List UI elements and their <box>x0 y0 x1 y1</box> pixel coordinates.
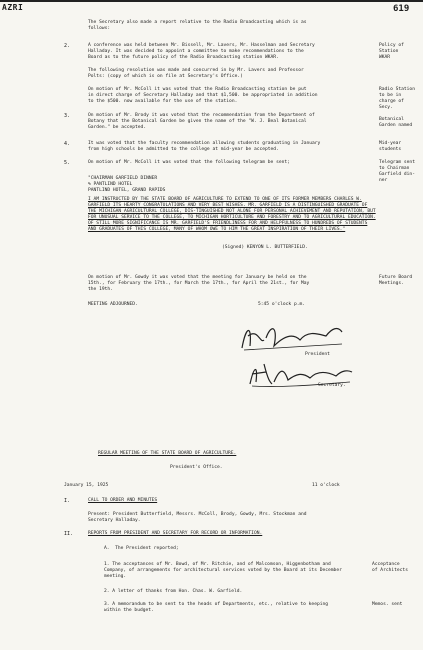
item-number-5: 5. <box>64 160 71 166</box>
meeting-time: 11 o'clock <box>312 483 340 488</box>
margin-note-acceptance: Acceptance of Architects <box>372 562 408 573</box>
report-item-2: 2. A letter of thanks from Hon. Chas. W. Garfield. <box>104 589 243 594</box>
secretary-title: Secretary. <box>318 383 346 388</box>
section-heading-reports: REPORTS FROM PRESIDENT AND SECRETARY FOR RECORD OR INFORMATION. <box>88 531 263 536</box>
president-title: President <box>305 352 330 357</box>
margin-note-future-meetings: Future Board Meetings. <box>379 275 413 286</box>
report-item-3: 3. A memorandum to be sent to the heads of Departments, etc., relative to keeping within the budget. <box>104 602 329 613</box>
header-code: AZRI <box>2 3 24 12</box>
margin-note-policy: Policy of Station WKAR <box>379 43 404 60</box>
meeting-place: President's Office. <box>170 465 223 470</box>
margin-note-telegram: Telegram sent to Chairman Garfield din- ner <box>379 160 415 183</box>
paragraph-midyear: It was voted that the faculty recommendation allowing students graduating in January from high schools be admitted to the college at mid-year be accepted. <box>88 141 321 152</box>
telegram-address: "CHAIRMAN GARFIELD DINNER % PANTLIND HOTEL PANTLIND HOTEL, GRAND RAPIDS <box>88 176 166 193</box>
president-signature-graphic <box>238 318 348 358</box>
margin-note-midyear: Mid-year students <box>379 141 402 152</box>
report-item-1: 1. The acceptances of Mr. Bowd, of Mr. Ritchie, and of Malcomson, Higgenbotham and Company, of arrangements for architectural services voted by the Board at its December meeting. <box>104 562 342 579</box>
section-number-2: II. <box>64 531 74 537</box>
section-heading-call-to-order: CALL TO ORDER AND MINUTES <box>88 498 158 503</box>
meeting-adjourned: MEETING ADJOURNED. <box>88 302 138 307</box>
item-number-3: 3. <box>64 113 71 119</box>
paragraph-future-meetings: On motion of Mr. Gowdy it was voted that the meeting for January be held on the 15th., for February the 17th., for March the 17th., for April the 21st., for May the 19th. <box>88 275 310 292</box>
present-attendees: Present: President Butterfield, Messrs. McColl, Brody, Gowdy, Mrs. Stockman and Secretary Halladay. <box>88 512 307 523</box>
telegram-body: I AM INSTRUCTED BY THE STATE BOARD OF AGRICULTURE TO EXTEND TO ONE OF ITS FORMER MEMBERS CHARLES W. GARFIELD ITS HEARTY CONGRATULATIONS AND VERY BEST WISHES. MR. GARFIELD IS A DISTINGUISHED GRADUATE OF THE MICHIGAN AGRICULTURAL COLLEGE, DIS-TINGUISHED NOT ALONE FOR PERSONAL ACHIEVEMENT AND REPUTATION, BUT FOR UNUSUAL SERVICE TO THE COLLEGE, TO MICHIGAN HORTICULTURE AND FORESTRY AND TO AGRICULTURAL EDUCATION. OF STILL MORE SIGNIFICANCE IS MR. GARFIELD'S FRIENDLINESS FOR AND HELPFULNESS TO HUNDREDS OF STUDENTS AND GRADUATES OF THIS COLLEGE, MANY OF WHOM OWE TO HIM THE GREAT INSPIRATION OF THEIR LIVES." <box>88 197 376 232</box>
margin-note-radio-station: Radio Station to be in charge of Secy. <box>379 87 415 110</box>
item-number-4: 4. <box>64 141 71 147</box>
top-border <box>0 0 423 2</box>
meeting-title: REGULAR MEETING OF THE STATE BOARD OF AGRICULTURE. <box>98 451 237 456</box>
paragraph-radio-charge: On motion of Mr. McColl it was voted that the Radio Broadcasting station be put in direct charge of Secretary Halladay and that $1,500. be appropriated in addition to the $500. now available for the use of the station. <box>88 87 318 104</box>
item-number-2: 2. <box>64 43 71 49</box>
adjourned-time: 5:45 o'clock p.m. <box>258 302 306 307</box>
page-number: 619 <box>393 4 410 14</box>
paragraph-telegram-intro: On motion of Mr. McColl it was voted that the following telegram be sent; <box>88 160 290 165</box>
telegram-signature: (Signed) KENYON L. BUTTERFIELD. <box>222 245 308 250</box>
meeting-date: January 15, 1925 <box>64 483 109 488</box>
paragraph-radio-report: The Secretary also made a report relative to the Radio Broadcasting which is as follows: <box>88 20 307 31</box>
margin-note-botanical: Botanical Garden named <box>379 117 413 128</box>
paragraph-conference: A conference was held between Mr. Bissell, Mr. Lavers, Mr. Hasselman and Secretary Halladay. It was decided to appoint a committee to make recommendations to the Board as to the future policy of the Radio Broadcasting station WKAR. <box>88 43 315 60</box>
paragraph-resolution: The following resolution was made and concurred in by Mr. Lavers and Professor Polts: (copy of which is on file at Secretary's Office.) <box>88 68 304 79</box>
paragraph-botanical: On motion of Mr. Brody it was voted that the recommendation from the Department of Botany that the Botanical Garden be given the name of the "W. J. Beal Botanical Garden." be accepted. <box>88 113 315 130</box>
margin-note-memos: Memos. sent <box>372 602 403 607</box>
president-reported: A. The President reported; <box>104 546 179 551</box>
section-number-1: I. <box>64 498 71 504</box>
